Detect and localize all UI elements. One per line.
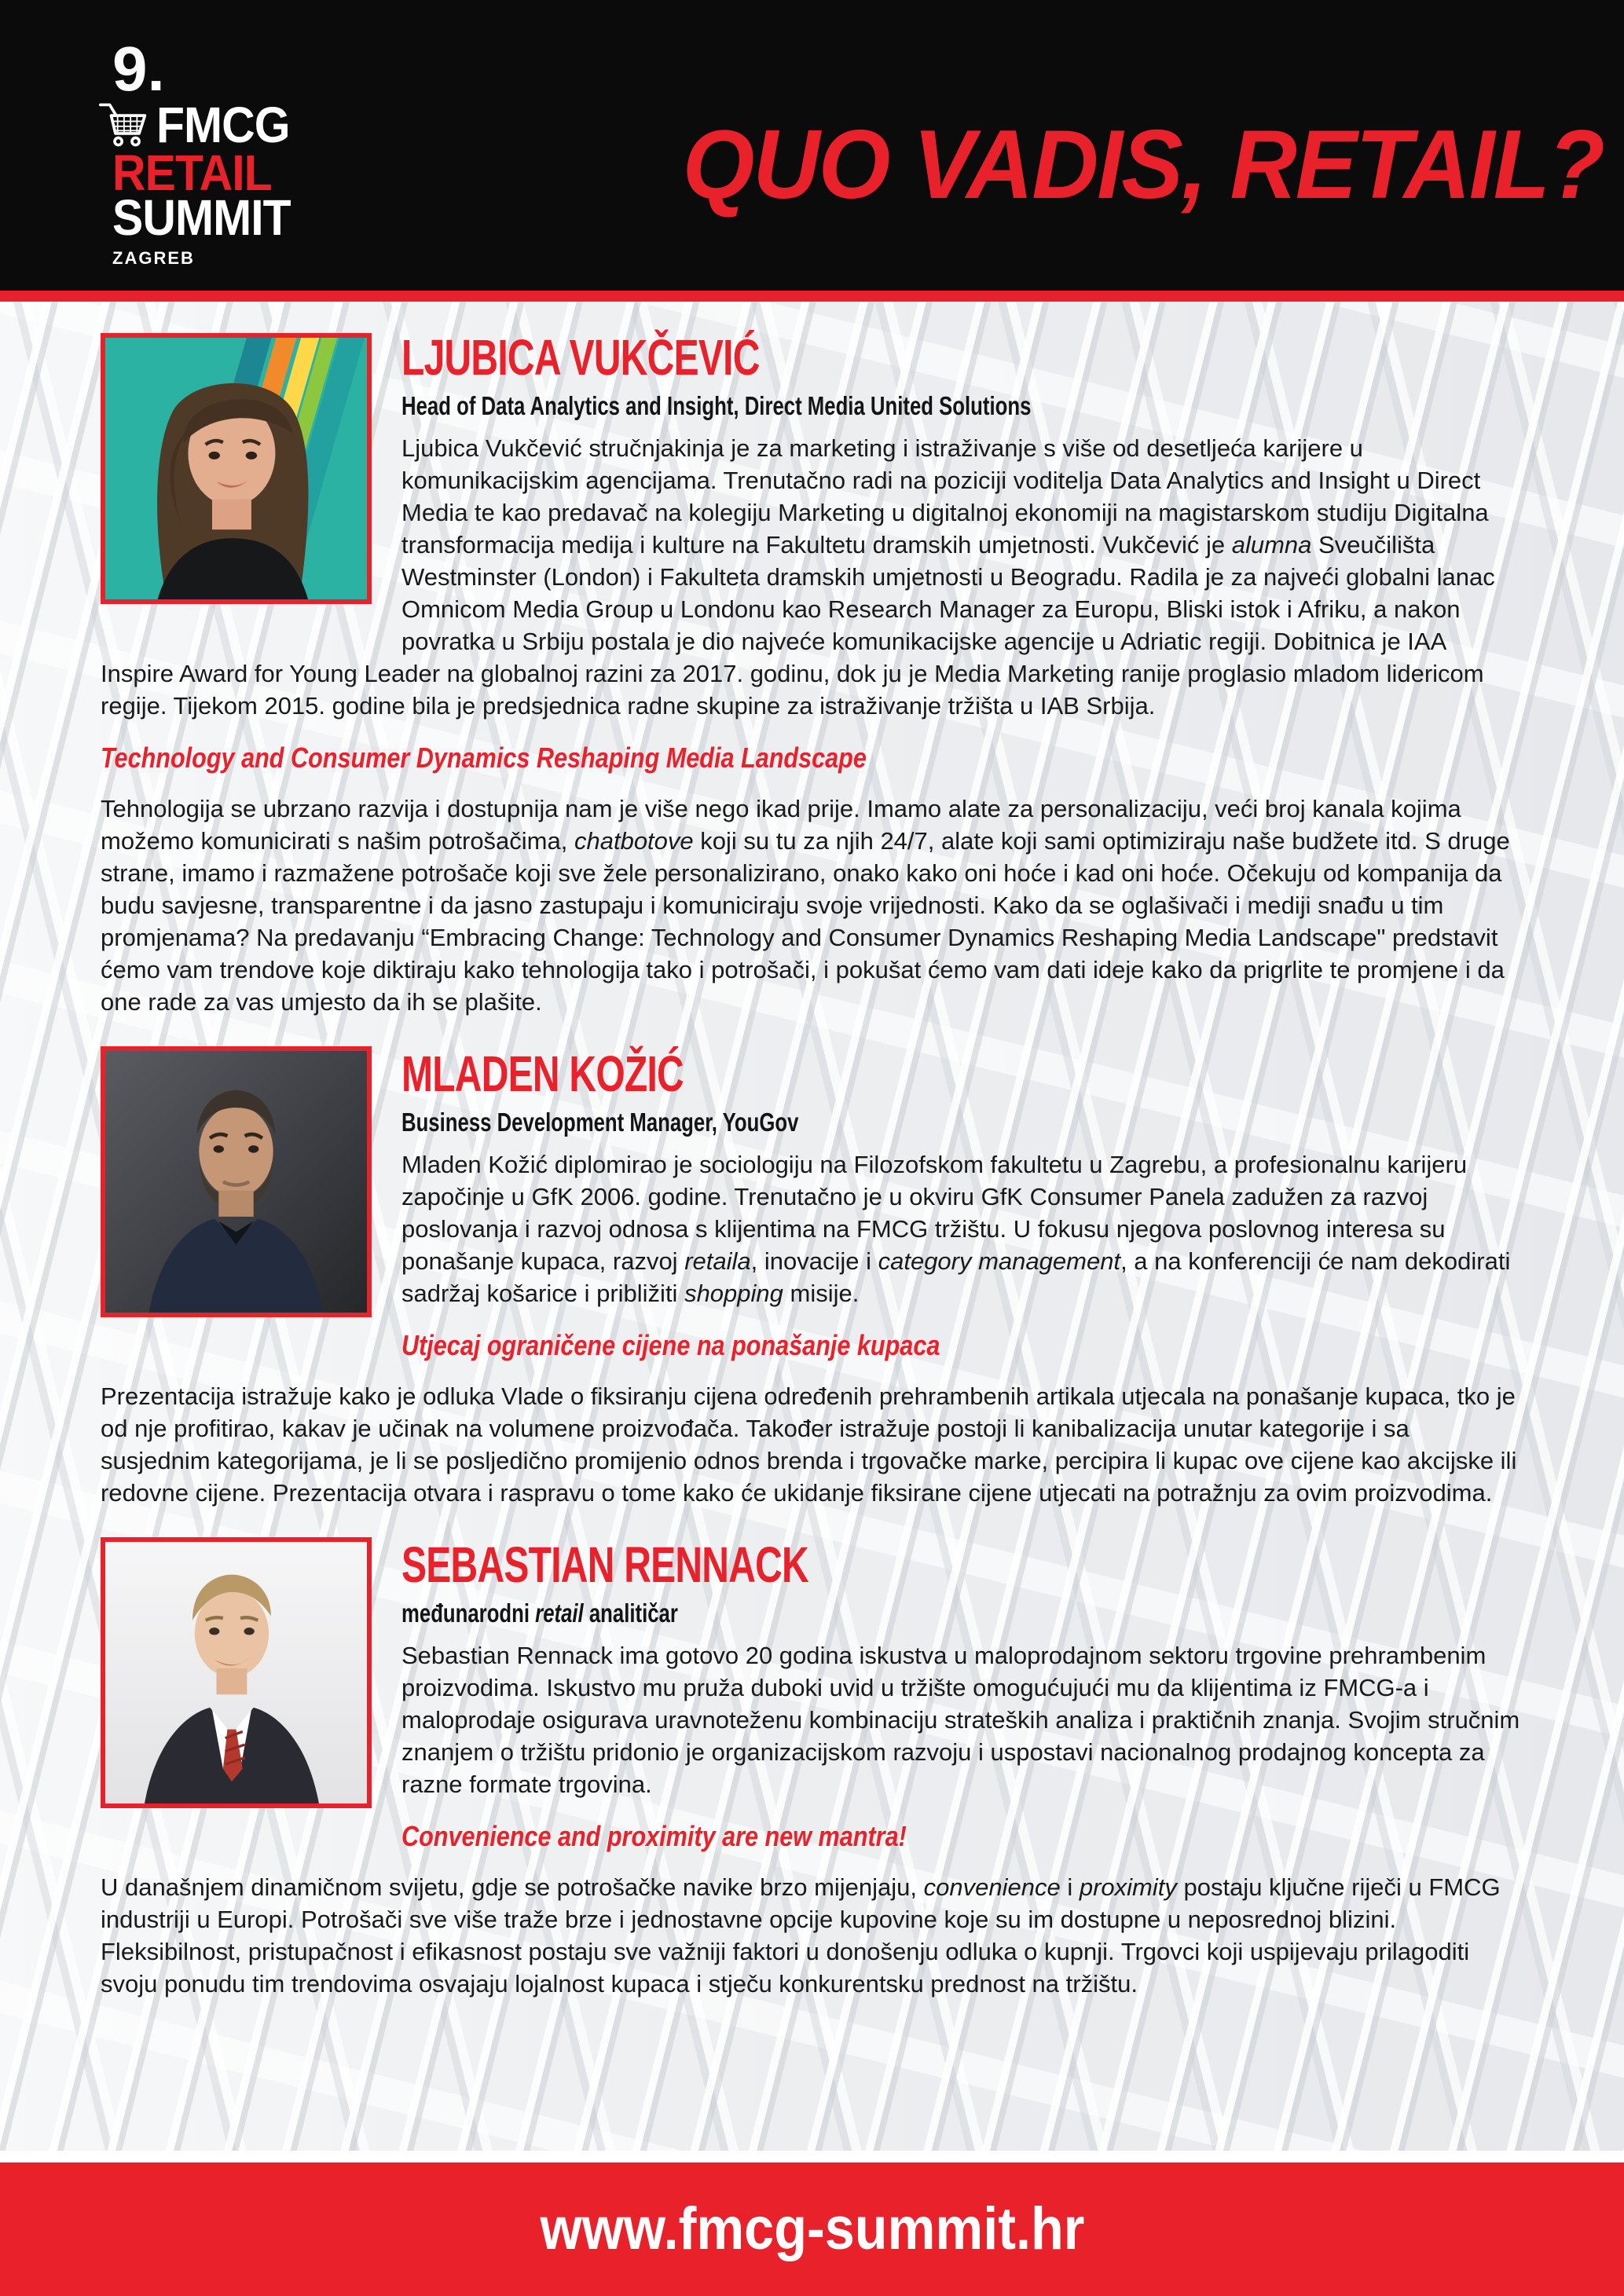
speaker-bio: Sebastian Rennack ima gotovo 20 godina iskustva u maloprodajnom sektoru trgovine prehrambenim proizvodima. Iskustvo mu pruža duboki uvid u tržište omogućujući mu da klijentima iz FMCG-a i maloprodaje osigurava uravnoteženu kombinaciju strateških analiza i praktičnih znanja. Svojim stručnim znanjem o tržištu pridonio je organizacijskom razvoju i uspostavi nacionalnog prodajnog koncepta za razne formate trgovina. bbox=[401, 1642, 1520, 1798]
footer-url: www.fmcg-summit.hr bbox=[540, 2195, 1084, 2262]
speaker-bio: Mladen Kožić diplomirao je sociologiju na Filozofskom fakultetu u Zagrebu, a profesionalnu karijeru započinje u GfK 2006. godine. Trenutačno je u okviru GfK Consumer Panela zadužen za razvoj poslovanja i razvoj odnosa s klijentima na FMCG tržištu. U fokusu njegova poslovnog interesa su ponašanje kupaca, razvoj retaila, inovacije i category management, a na konferenciji će nam dekodirati sadržaj košarice i približiti shopping misije. bbox=[401, 1151, 1511, 1307]
logo-word-fmcg: FMCG bbox=[156, 96, 290, 153]
session-description: Tehnologija se ubrzano razvija i dostupnija nam je više nego ikad prije. Imamo alate za personalizaciju, veći broj kanala kojima možemo komunicirati s našim potrošačima, chatbotove koji su tu za njih 24/7, alate koji sami optimiziraju naše budžete itd. S druge strane, imamo i razmažene potrošače koji sve žele personalizirano, onako kako oni hoće i kad oni hoće. Očekuju od kompanija da budu savjesne, transparentne i da jasno zastupaju i komuniciraju svoje vrijednosti. Kako da se oglašivači i mediji snađu u tim promjenama? Na predavanju “Embracing Change: Technology and Consumer Dynamics Reshaping Media Landscape" predstavit ćemo vam trendove koje diktiraju kako tehnologija tako i potrošači, i pokušat ćemo vam dati ideje kako da prigrlite te promjene i da one rade za vas umjesto da ih se plašite. bbox=[101, 795, 1510, 1016]
speaker-role: Head of Data Analytics and Insight, Direct Media United Solutions bbox=[401, 391, 1032, 420]
speaker-name: MLADEN KOŽIĆ bbox=[401, 1045, 684, 1102]
speaker-role: Business Development Manager, YouGov bbox=[401, 1108, 799, 1137]
logo-word-retail: RETAIL bbox=[112, 145, 272, 201]
session-title: Technology and Consumer Dynamics Reshaping Media Landscape bbox=[101, 742, 867, 774]
speaker-bio: Ljubica Vukčević stručnjakinja je za marketing i istraživanje s više od desetljeća karijere u komunikacijskim agencijama. Trenutačno radi na poziciji voditelja Data Analytics and Insight u Direct Media te kao predavač na kolegiju Marketing u digitalnoj ekonomiji na magistarskom studiju Digitalna transformacija medija i kulture na Fakultetu dramskih umjetnosti. Vukčević je alumna Sveučilišta Westminster (London) i Fakulteta dramskih umjetnosti u Beogradu. Radila je za najveći globalni lanac Omnicom Media Group u Londonu kao Research Manager za Europu, Bliski istok i Afriku, a nakon povratka u Srbiju postala je dio najveće komunikacijske agencije u Adriatic regiji. Dobitnica je IAA Inspire Award for Young Leader na globalnoj razini za 2017. godinu, dok ju je Media Marketing ranije proglasio mladom lidericom regije. Tijekom 2015. godine bila je predsjednica radne skupine za istraživanje tržišta u IAB Srbija. bbox=[101, 434, 1495, 720]
session-description: Prezentacija istražuje kako je odluka Vlade o fiksiranju cijena određenih prehrambenih artikala utjecala na ponašanje kupaca, tko je od nje profitirao, kakav je učinak na volumene proizvođača. Također istražuje postoji li kanibalizacija unutar kategorije i sa susjednim kategorijama, je li se posljedično promijenio odnos brenda i trgovačke marke, percipira li kupac ove cijene kao akcijske ili redovne cijene. Prezentacija otvara i raspravu o tome kako će ukidanje fiksirane cijene utjecati na potražnju za ovim proizvodima. bbox=[101, 1382, 1517, 1507]
footer bbox=[0, 2162, 1624, 2296]
content-area bbox=[0, 302, 1624, 2151]
speaker-photo-sebastian-rennack bbox=[101, 1537, 401, 1854]
session-title: Utjecaj ograničene cijene na ponašanje kupaca bbox=[401, 1329, 940, 1361]
logo-city: ZAGREB bbox=[112, 248, 195, 268]
speaker-name: SEBASTIAN RENNACK bbox=[401, 1536, 808, 1593]
portrait-illustration bbox=[105, 1542, 367, 1803]
speaker-section-ljubica-vukcevic bbox=[101, 330, 1524, 1018]
speaker-photo-ljubica-vukcevic bbox=[101, 333, 372, 655]
speaker-name: LJUBICA VUKČEVIĆ bbox=[401, 329, 760, 386]
shopping-cart-icon bbox=[98, 100, 148, 150]
portrait-illustration bbox=[105, 1051, 367, 1313]
speaker-photo-mladen-kozic bbox=[101, 1046, 401, 1363]
speaker-section-sebastian-rennack bbox=[101, 1537, 1524, 2000]
speaker-section-mladen-kozic bbox=[101, 1046, 1524, 1509]
session-title: Convenience and proximity are new mantra! bbox=[401, 1820, 907, 1852]
logo-word-summit: SUMMIT bbox=[112, 189, 291, 246]
header-red-divider bbox=[0, 291, 1624, 302]
portrait-illustration bbox=[105, 338, 367, 599]
speaker-role: međunarodni retail analitičar bbox=[401, 1598, 678, 1628]
header bbox=[0, 0, 1624, 291]
summit-logo bbox=[98, 34, 306, 268]
page-title: QUO VADIS, RETAIL? bbox=[682, 111, 1604, 219]
logo-edition-number: 9. bbox=[112, 34, 165, 104]
session-description: U današnjem dinamičnom svijetu, gdje se potrošačke navike brzo mijenjaju, convenience i proximity postaju ključne riječi u FMCG industriji u Europi. Potrošači sve više traže brze i jednostavne opcije kupovine koje su im dostupne u neposrednoj blizini. Fleksibilnost, pristupačnost i efikasnost postaju sve važniji faktori u donošenju odluka o kupnji. Trgovci koji uspijevaju prilagoditi svoju ponudu tim trendovima osvajaju lojalnost kupaca i stječu konkurentsku prednost na tržištu. bbox=[101, 1873, 1501, 1998]
